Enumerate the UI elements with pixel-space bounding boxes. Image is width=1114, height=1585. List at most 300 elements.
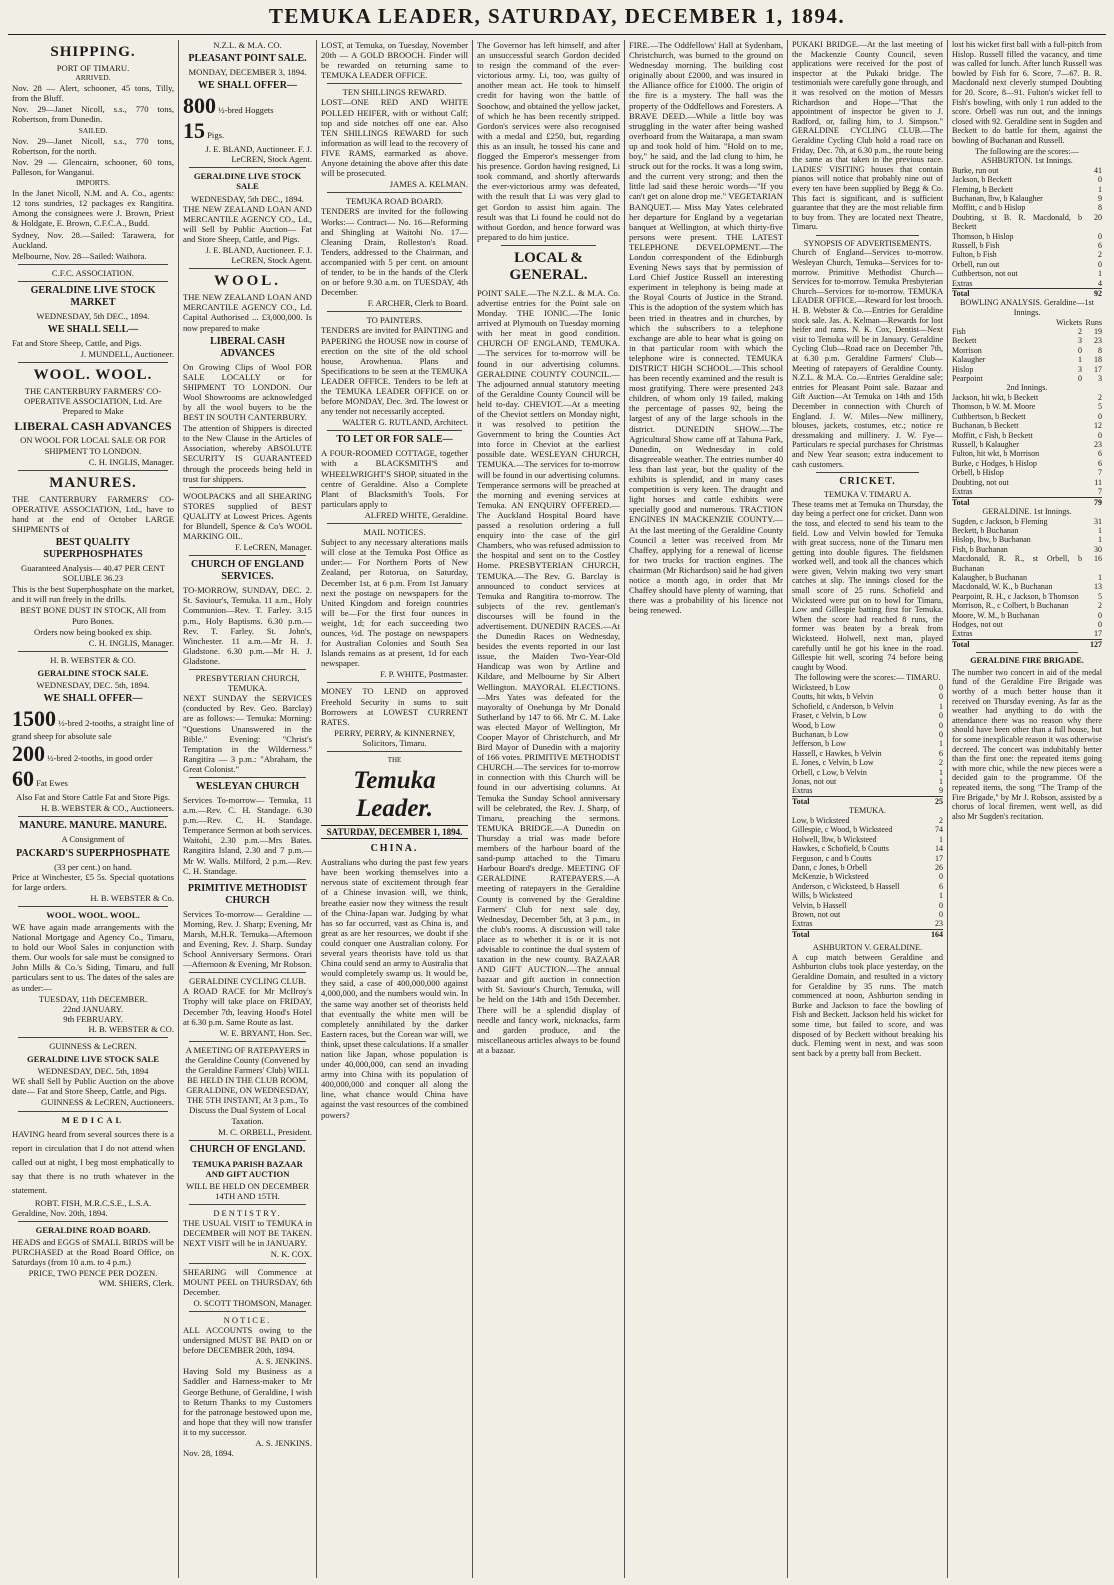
ratepayers-signature: M. C. ORBELL, President.: [218, 1126, 312, 1137]
table-row: [952, 535, 1102, 544]
score-name: Russell, b Fish: [952, 240, 1000, 250]
glss-heading: GERALDINE LIVE STOCK SALE: [193, 171, 302, 192]
score-name: Fulton, hit wkt, b Morrison: [952, 449, 1040, 459]
divider: [976, 652, 1078, 653]
score-value: 1: [1098, 535, 1102, 545]
cf-wool-body: THE CANTERBURY FARMERS' CO-OPERATIVE ASSOCIATION, Ltd. Are Prepared to Make: [24, 386, 162, 417]
gls2-signature: GUINNESS & LeCREN, Auctioneers.: [41, 1097, 174, 1108]
table-row: [792, 816, 943, 825]
score-value: 1: [1098, 269, 1102, 279]
divider: [327, 523, 462, 524]
score-name: Buchanan, b Low: [792, 730, 849, 740]
gss-also: Also Fat and Store Cattle Fat and Store Pigs.: [16, 792, 170, 803]
score-value: Runs: [1085, 317, 1102, 327]
table-row: [952, 554, 1102, 573]
score-value: 19: [1094, 327, 1102, 336]
table-row: [952, 346, 1102, 355]
score-value: 0: [1098, 619, 1102, 629]
pleasant-point-date: MONDAY, DECEMBER 3, 1894.: [188, 67, 307, 78]
sailing-2: Nov. 29 — Glencairn, schooner, 60 tons, Palleson, for Wanganui.: [12, 156, 174, 177]
issue-date: SATURDAY, DECEMBER 1, 1894.: [321, 825, 468, 839]
score-name: Pearpoint, R. H., c Jackson, b Thomson: [952, 591, 1079, 601]
score-value: 2: [939, 758, 943, 768]
local-general-continued-2: PUKAKI BRIDGE.—At the last meeting of the Mackenzie County Council, seven applications were received for the post of inspector at the Pukaki bridge. The testimonials were carefully gone through, and it was resolved on the motion of Messrs Richardson and Hope—"That the appointment of inspector be given to J. Radford, or, failing him, to J. Simpson." GERALDINE CYCLING CLUB.—The Geraldine Cycling Club hold a road race on Friday, Dec. 7th, at 6.30 p.m., the route being the same as that taken in the previous race. LADIES' VISITING houses that contain pianos will notice that probably nine out of every ten have been supplied by Begg & Co. This fact is significant, and is sufficient guarantee that they are the most reliable firm to buy from. They are located next Theatre, Timaru.: [792, 40, 943, 232]
table-row: [792, 891, 943, 900]
table-row: [952, 232, 1102, 241]
divider: [501, 245, 596, 246]
score-value: 1: [1098, 525, 1102, 535]
church-services-body: TO-MORROW, SUNDAY, DEC. 2. St. Saviour's, Temuka. 11 a.m., Holy Communion—Rev. T. Farley. 3.15 p.m., Holy Baptisms. 6.30 p.m.—Rev. T. Farley. St. John's, Winchester. 11 a.m.—Mr H. J. Gladstone. 6.30 p.m.—Mr H. J. Gladstone.: [183, 585, 312, 666]
packard-signature: H. B. WEBSTER & Co.: [90, 892, 174, 903]
ashburton-1st-scorecard: [952, 166, 1102, 299]
bone-dust-signature: C. H. INGLIS, Manager.: [88, 637, 174, 648]
table-row: [952, 213, 1102, 232]
china-continued: The Governor has left himself, and after an unsuccessful search Gordon decided to resign the command of the ever-victorious army. Li, too, was guilty of another mean act. He took to himself credit for having won the battle of Soochow, and obtained the yellow jacket, of which he has been recently stripped. Gordon's services were also recognised with a medal and £250, but, regarding this as an insult, he tossed his cane and flogged the Emperor's messenger from his presence. Gordon having resigned, Li took command, and shortly afterwards the ever-victorious army was defeated, with the result that Li was very glad to get Gordon to assist him again. The result was that Li found he could not do without Gordon, and hence forward was prepared to do him justice.: [477, 40, 620, 242]
score-name: Extras: [952, 487, 973, 497]
temuka-scorecard: [792, 816, 943, 939]
imports-3: Melbourne, Nov. 28—Sailed: Waihora.: [12, 250, 147, 261]
manures-body-3: This is the best Superphosphate on the market, and it will run freely in the drills.: [12, 584, 174, 605]
guinness-heading: GUINNESS & LeCREN.: [49, 1041, 137, 1051]
score-name: Orbell, run out: [952, 259, 1000, 269]
score-value: Wickets: [1056, 317, 1082, 327]
score-value: 26: [935, 862, 943, 872]
table-row: [792, 692, 943, 701]
score-name: Coutts, hit wkts, b Velvin: [792, 692, 874, 702]
score-value: 6: [1098, 449, 1102, 459]
score-name: Anderson, c Wicksteed, b Hassell: [792, 881, 900, 891]
score-value: 3: [1078, 336, 1082, 346]
gss-date: WEDNESDAY, DEC. 5th, 1894.: [36, 680, 150, 691]
divider: [18, 281, 168, 282]
table-row: [792, 721, 943, 730]
table-row: [952, 478, 1102, 487]
pp-lot-2-count: 15: [183, 118, 205, 144]
table-row: [952, 629, 1102, 639]
score-value: 9: [1098, 193, 1102, 203]
nzl-wool-body-2: On Growing Clips of Wool FOR SALE LOCALLY or for SHIPMENT TO LONDON. Our Wool Showrooms are acknowledged by all the wool buyers to be the BEST IN SOUTH CANTERBURY.: [183, 361, 312, 423]
nameplate-the: THE: [387, 756, 402, 764]
table-row: [952, 468, 1102, 477]
score-value: 1: [939, 739, 943, 749]
gl-market-body: Fat and Store Sheep, Cattle, and Pigs.: [12, 337, 142, 348]
glss-body: THE NEW ZEALAND LOAN AND MERCANTILE AGENCY CO., Ld., will Sell by Public Auction— Fat and Store Sheep, Cattle, and Pigs.: [183, 203, 312, 244]
divider: [189, 669, 306, 670]
table-row: [952, 279, 1102, 289]
pp-lot-1: [183, 94, 312, 118]
shearing-signature: O. SCOTT THOMSON, Manager.: [193, 1297, 312, 1308]
score-value: 13: [1094, 582, 1102, 592]
liberal-cash-heading-2: LIBERAL CASH ADVANCES: [210, 335, 285, 359]
table-row: [952, 449, 1102, 458]
table-row: [952, 582, 1102, 591]
table-row: [792, 786, 943, 796]
wool-sales-heading: WOOL. WOOL. WOOL.: [46, 909, 140, 920]
mail-notices-signature: F. P. WHITE, Postmaster.: [380, 669, 468, 680]
divider: [189, 1311, 306, 1312]
score-value: 0: [1098, 411, 1102, 421]
pleasant-point-offer: WE SHALL OFFER—: [198, 80, 297, 92]
table-row: [952, 355, 1102, 364]
column-1: [8, 40, 178, 1578]
local-general-continued: FIRE.—The Oddfellows' Hall at Sydenham, Christchurch, was burned to the ground on Wednesday morning. The building cost originally about £2000, and was insured in the Alliance office for £1000. The origin of the fire is a mystery. The hall was the property of the Oddfellows and Foresters. A BRAVE DEED.—While a little boy was struggling in the water after being washed overboard from the Waitarapa, a man swam up and took hold of him. "Hold on to me, boy," he said, and the lad clung to him, he struck out for the rocks. It was a long swim, and the current very strong; and then the little lad said these heroic words—"If you can't get on alone drop me." VEGETARIAN BANQUET.— Miss May Yates celebrated her departure for England by a vegetarian banquet at Wellington, at which thirty-five persons were present. THE LATEST TELEPHONE DEVELOPMENT.—The London correspondent of the Edinburgh Evening News says that by permission of Lord Chief Justice Russell an interesting experiment in telephony is being made at the Royal Courts of Justice in the Strand. This is the adoption of the system which has been tried in theatres and in churches, by which the subscribers to a telephone exchange are able to hear what is going on in that particular room with which the telephone wire is connected. TEMUKA DISTRICT HIGH SCHOOL.—This school has been recently examined and the result is most gratifying. There were presented 243 children, of whom only 19 failed, making the percentage of passes 92, being the largest of any of the large schools in the district. DUNEDIN SHOW.—The Agricultural Show came off at Tahuna Park, Dunedin, on Wednesday in cold disagreeable weather. The entries number 40 less than last year, but the quality of the exhibits is splendid, and in many cases competition is very keen. The draught and light horses and cattle exhibits were specially good and numerous. TRACTION ENGINES IN MACKENZIE COUNTY.—At the last meeting of the Geraldine County Council a letter was received from Mr Chaffey, applying for a renewal of license for two trucks for traction engines. The chairman (Mr Richardson) said he had given notice a month ago, in order that Mr Chaffey should have plenty of warning, that there was a probability of his licence not being renewed.: [629, 40, 783, 616]
china-heading: CHINA.: [370, 843, 419, 855]
timaru-scorecard: [792, 683, 943, 806]
table-row: [792, 919, 943, 929]
pp-lot-2: [183, 119, 312, 143]
score-name: Jonas, not out: [792, 777, 837, 787]
score-name: Kalaugher, b Buchanan: [952, 572, 1027, 582]
score-value: 8: [1098, 203, 1102, 213]
money-to-lend: MONEY TO LEND on approved Freehold Security in sums to suit Borrowers at LOWEST CURRENT RATES.: [321, 686, 468, 727]
column-5: [624, 40, 787, 1578]
score-value: 3: [1078, 364, 1082, 374]
score-name: Holwell, lbw, b Wicksteed: [792, 834, 877, 844]
table-row: [952, 175, 1102, 184]
dentistry-signature: N. K. COX.: [270, 1249, 312, 1260]
table-row: [792, 777, 943, 786]
gl-market-date: WEDNESDAY, 5th DEC., 1894.: [36, 310, 150, 321]
ratepayers-body: A MEETING OF RATEPAYERS in the Geraldine County (Convened by the Geraldine Farmers' Club) WILL BE HELD IN THE CLUB ROOM, GERALDINE, ON WEDNESDAY, THE 5TH INSTANT, At 3 p.m., To Discuss the Dual System of Local Taxation.: [185, 1044, 310, 1126]
gl-market-heading: GERALDINE LIVE STOCK MARKET: [30, 284, 156, 308]
pleasant-point-heading: PLEASANT POINT SALE.: [188, 53, 307, 65]
score-value: 6: [1098, 240, 1102, 250]
table-row: [952, 620, 1102, 629]
port-heading: PORT OF TIMARU.: [56, 63, 130, 73]
table-row: [792, 711, 943, 720]
primitive-heading: PRIMITIVE METHODIST CHURCH: [187, 882, 308, 906]
divider: [327, 192, 462, 193]
pp-lot-2-text: Pigs.: [207, 130, 225, 141]
column-2: [178, 40, 316, 1578]
score-name: Hawkes, c Schofield, b Coutts: [792, 844, 889, 854]
score-value: 6: [1098, 458, 1102, 468]
table-row: [792, 872, 943, 881]
score-name: Hislop: [952, 364, 974, 374]
score-value: 0: [939, 909, 943, 919]
score-value: 11: [1094, 477, 1102, 487]
score-name: Macdonald, R. R., st Orbell, b Buchanan: [952, 554, 1082, 573]
table-row: [952, 374, 1102, 383]
score-name: Buchanan, lbw, b Kalaugher: [952, 193, 1043, 203]
score-value: 1: [1098, 572, 1102, 582]
gss-lot-1: [12, 707, 174, 741]
score-value: 0: [939, 692, 943, 702]
table-row: [792, 683, 943, 692]
table-row: [952, 611, 1102, 620]
bowling-analysis-table: [952, 318, 1102, 384]
divider: [18, 362, 168, 363]
table-row: [952, 203, 1102, 212]
divider: [189, 972, 306, 973]
gss-signature: H. B. WEBSTER & CO., Auctioneers.: [40, 803, 174, 814]
divider: [189, 1263, 306, 1264]
grb-body: HEADS and EGGS of SMALL BIRDS will be PURCHASED at the Road Board Office, on Saturdays (from 10 a.m. to 4 p.m.): [12, 1236, 174, 1268]
score-value: 1: [939, 701, 943, 711]
presbyterian-heading: PRESBYTERIAN CHURCH, TEMUKA.: [195, 673, 300, 694]
score-name: Cuthbertson, b Beckett: [952, 411, 1026, 421]
table-row: [952, 440, 1102, 449]
score-value: 0: [939, 900, 943, 910]
to-let-heading: TO LET OR FOR SALE—: [336, 434, 453, 446]
divider: [327, 682, 462, 683]
table-row: [952, 185, 1102, 194]
wool-heading-2: WOOL.: [213, 273, 282, 290]
score-value: 17: [1094, 629, 1102, 639]
packard-sub: (33 per cent.) on hand.: [54, 861, 132, 872]
notice-heading: NOTICE.: [223, 1314, 272, 1325]
grb-signature: WM. SHIERS, Clerk.: [98, 1278, 174, 1289]
score-name: Jackson, hit wkt, b Beckett: [952, 393, 1039, 403]
score-value: 0: [939, 872, 943, 882]
score-value: 127: [1082, 639, 1102, 649]
divider: [327, 751, 462, 752]
score-value: 0: [939, 720, 943, 730]
best-quality-heading: BEST QUALITY SUPERPHOSPHATES: [43, 537, 143, 561]
table-total: [952, 289, 1102, 299]
score-value: 1: [1078, 355, 1082, 365]
table-row: [792, 854, 943, 863]
table-row: [952, 601, 1102, 610]
divider: [189, 167, 306, 168]
score-value: 0: [939, 730, 943, 740]
divider: [327, 311, 462, 312]
score-value: 1: [1098, 184, 1102, 194]
gss-lot-1-count: 1500: [12, 706, 56, 732]
score-name: Burke, c Hodges, b Hislop: [952, 458, 1037, 468]
bone-dust: BEST BONE DUST IN STOCK, All from Puro Bones.: [20, 605, 166, 626]
score-name: Total: [952, 639, 1082, 649]
score-name: Schofield, c Anderson, b Velvin: [792, 701, 894, 711]
score-value: 2: [1098, 393, 1102, 403]
score-name: Wicksteed, b Low: [792, 683, 851, 692]
score-value: 2: [1098, 601, 1102, 611]
imports-2: Sydney, Nov. 28.—Sailed: Tarawera, for Auckland.: [12, 229, 174, 250]
cfc-heading: C.F.C. ASSOCIATION.: [51, 267, 135, 278]
local-general-body: POINT SALE.—The N.Z.L. & M.A. Co. advertise entries for the Point sale on Monday. THE IONIC.—The Ionic arrived at Plymouth on Tuesday morning with her meat in good condition. CHURCH OF ENGLAND, TEMUKA.—The services for to-morrow will be found in our advertising columns. GERALDINE COUNTY COUNCIL.—The adjourned annual statutory meeting of the Geraldine County Council will be held to-day. CHEVIOT.—At a meeting of the Cheviot settlers on Monday night, it was resolved to petition the Government to bring the Counties Act into force in Cheviot at the earliest possible date. WESLEYAN CHURCH, TEMUKA.—The services for to-morrow will be found in our advertising columns. Temperance sermons will be preached at the morning and evening services at Temuka. AN ENQUIRY OFFERED.—The Auckland Hospital Board have passed a resolution ordering a full enquiry into the case of the girl Chambers, who was refused admission to the hospital and sent on to the Costley Home. PRESBYTERIAN CHURCH, TEMUKA.—The Rev. G. Barclay is announced to conduct services at Temuka and Rangitira to-morrow. The subjects of the rev. gentleman's discourses will be found in the advertisement. DUNEDIN RACES.—At the Dunedin Races on Wednesday, besides the events reported in our last issue, the Maiden Two-Year-Old Handicap was won by Artline and Kildare, and Melbourne by Sir Albert Wellington. MAYORAL ELECTIONS.—Mrs Yates was defeated for the mayoralty of Onehunga by Mr Donald Sutherland by 147 to 66. Mr C. M. Lake was elected Mayor of Wellington, Mr Cooper Mayor of Christchurch, and Mr Bird Mayor of Dunedin with a majority of 166 votes. PRIMITIVE METHODIST CHURCH.—The services for to-morrow in connection with this Church will be found in our advertising columns. At Temuka the Sunday School anniversary will be celebrated, the Rev. J. Sharp, of Timaru, preaching the sermons. TEMUKA BRIDGE.—A Dunedin on Thursday a trial was made before members of the harbour board of the sand-pump attached to the Timaru Harbour Board's dredge. MEETING OF GERALDINE RATEPAYERS.—A meeting of ratepayers in the Geraldine County is convened by the Geraldine Farmers' Club for next sale day, Wednesday, December 5th, at 3 p.m., in the club's rooms. A discussion will take place as to whether it is or it is not advisable to continue the dual system of taxation in the new county. BAZAAR AND GIFT AUCTION.—The annual bazaar and gift auction in connection with St. Saviour's Church, Temuka, will be held on the 14th and 15th December. There will be a splendid display of needle and fancy work, nicknacks, farm and garden produce, and the miscellaneous articles always to be found at a bazaar.: [477, 287, 620, 1055]
hbw-heading: H. B. WEBSTER & CO.: [50, 654, 136, 665]
synopsis-body: Church of England—Services to-morrow. Wesleyan Church, Temuka—Services for to-morrow. Primitive Methodist Church—Services for to-morrow. Temuka Presbyterian Church—Services for to-morrow. TEMUKA LEADER OFFICE.—Reward for lost brooch. H. B. Webster & Co.—Entries for Geraldine stock sale. Jas. A. Kelman—Rewards for lost heifer and rams. N. K. Cox, Dentist—Next visit to Temuka will be in January. Geraldine Cycling Club—Road race on December 7th, at 6.30 p.m. Geraldine Farmers' Club—Meeting of ratepayers of Geraldine County. N.Z.L. & M.A. Co.—Entries Geraldine sale; entries for Pleasant Point sale. Bazaar and Gift Auction—At Temuka on 14th and 15th December in connection with Church of England. J. W. Miles—New millinery, blouses, jackets, costumes, etc.; notice re dressmaking and millinery. J. W. Fye—Particulars re special purchases for Christmas and New Year season; extra inducement to cash customers.: [792, 248, 943, 469]
cycling-club-signature: W. E. BRYANT, Hon. Sec.: [219, 1027, 312, 1038]
shearing-body: SHEARING will Commence at MOUNT PEEL on THURSDAY, 6th December.: [183, 1266, 312, 1297]
match-2-continued: lost his wicket first ball with a full-pitch from Hislop. Russell filled the vacancy, and time was called for lunch. After lunch Russell was bowled by Fish for 6. Score, 7—67. B. R. Macdonald next cleverly stumped Doubting for 20. Score, 8—91. Fulton's wicket fell to Fish's bowling, with only 1 run added to the score. Orbell was run out, and the innings closed with 92. Geraldine sent in Sugden and Beckett to do battle for them, against the bowling of Buchanan and Russell.: [952, 40, 1102, 145]
road-board-signature: F. ARCHER, Clerk to Board.: [367, 298, 468, 309]
to-let-signature: ALFRED WHITE, Geraldine.: [364, 509, 468, 520]
manures-heading: MANURES.: [49, 474, 137, 491]
divider: [327, 83, 462, 84]
score-name: Fraser, c Velvin, b Low: [792, 711, 867, 721]
manures-body: THE CANTERBURY FARMERS' CO-OPERATIVE ASSOCIATION, Ltd., have to hand at the end of October LARGE SHIPMENTS of: [12, 493, 174, 534]
score-value: 0: [1098, 175, 1102, 185]
lost-brooch: LOST, at Temuka, on Tuesday, November 20th — A GOLD BROOCH. Finder will be rewarded on returning same to TEMUKA LEADER OFFICE.: [321, 40, 468, 81]
score-name: Wills, b Wicksteed: [792, 891, 853, 901]
manures-analysis: Guaranteed Analysis— 40.47 PER CENT SOLUBLE 36.23: [21, 563, 165, 584]
table-row: [952, 336, 1102, 345]
score-value: 4: [1098, 278, 1102, 288]
score-name: Pearpoint: [952, 374, 983, 384]
score-name: Brown, not out: [792, 909, 841, 919]
score-value: 164: [923, 929, 943, 939]
table-row: [792, 702, 943, 711]
local-general-heading: LOCAL & GENERAL.: [509, 249, 588, 283]
table-row: [952, 573, 1102, 582]
score-name: Beckett, b Buchanan: [952, 525, 1019, 535]
score-value: 25: [923, 796, 943, 806]
cycling-club-body: A ROAD RACE for Mr McIlroy's Trophy will take place on FRIDAY, December 7th, leaving Hood's Hotel at 6.30 p.m. Same Route as last.: [183, 986, 312, 1027]
table-row: [792, 882, 943, 891]
table-row: [952, 526, 1102, 535]
column-7: [947, 40, 1106, 1578]
divider: [189, 487, 306, 488]
divider: [18, 264, 168, 265]
table-row: [952, 412, 1102, 421]
score-value: 1: [939, 777, 943, 787]
ashburton-2nd-label: 2nd Innings.: [1006, 383, 1048, 393]
imports-1: In the Janet Nicoll, N.M. and A. Co., agents: 12 tons sundries, 12 packages ex Rangitira. Among the consignees were J. Brown, Priest & Holdgate, E. Brown, C.F.C.A., Budd.: [12, 188, 174, 229]
score-name: Burke, run out: [952, 165, 999, 175]
wool-sales-date-1: TUESDAY, 11th DECEMBER.: [38, 993, 148, 1004]
medical-body: HAVING heard from several sources there is a report in circulation that I do not attend when called out at night, I beg most emphatically to say that there is no truth whatever in the statement.: [12, 1128, 174, 1195]
score-name: Ferguson, c and b Coutts: [792, 853, 872, 863]
dentistry-heading: DENTISTRY.: [213, 1208, 282, 1219]
bazaar-heading: TEMUKA PARISH BAZAAR AND GIFT AUCTION: [192, 1158, 303, 1179]
packard-heading: PACKARD'S SUPERPHOSPHATE: [16, 847, 170, 859]
table-row: [952, 393, 1102, 402]
timaru-scores-label: The following were the scores:— TIMARU.: [794, 673, 941, 683]
score-name: Low, b Wicksteed: [792, 815, 850, 825]
divider: [189, 268, 306, 269]
divider: [189, 1140, 306, 1141]
score-name: Orbell, b Hislop: [952, 468, 1004, 478]
score-value: 6: [939, 881, 943, 891]
match-2-body: A cup match between Geraldine and Ashburton clubs took place yesterday, on the Geraldine Domain, and resulted in a victory for Geraldine by 35 runs. The match commenced at noon, Ashburton sending in Burke and Jackson to face the bowling of Fish and Beckett. Jackson held his wicket for some time, but failed to score, and was disposed of by Beckett without breaking his duck. Fleming went in next, and was soon sent back by a pretty ball from Beckett.: [792, 952, 943, 1058]
painters-signature: WALTER G. RUTLAND, Architect.: [342, 417, 468, 428]
score-value: 41: [1094, 165, 1102, 175]
score-name: Thomson, b W. M. Moore: [952, 402, 1036, 412]
score-value: 6: [939, 748, 943, 758]
table-row: [952, 459, 1102, 468]
score-name: Total: [952, 289, 1082, 299]
score-value: 5: [1098, 402, 1102, 412]
score-name: Fulton, b Fish: [952, 250, 997, 260]
score-value: 16: [1094, 554, 1102, 564]
masthead-rule: [8, 34, 1106, 35]
score-value: 31: [1094, 516, 1102, 526]
score-name: Sugden, c Jackson, b Fleming: [952, 516, 1048, 526]
church-services-heading: CHURCH OF ENGLAND SERVICES.: [191, 559, 304, 583]
score-value: 23: [1094, 336, 1102, 346]
glss-date: WEDNESDAY, 5th DEC., 1894.: [191, 193, 304, 204]
score-value: 1: [939, 767, 943, 777]
divider: [18, 816, 168, 817]
score-value: 79: [1082, 497, 1102, 507]
packard-price: Price at Winchester, £5 5s. Special quotations for large orders.: [12, 871, 174, 892]
score-value: 2: [1098, 250, 1102, 260]
medical-signature: ROBT. FISH, M.R.C.S.E., L.S.A.: [34, 1197, 152, 1208]
score-name: Beckett: [952, 336, 977, 346]
mail-notices-heading: MAIL NOTICES.: [363, 527, 426, 538]
nzl-wool-body-3: The attention of Shippers is directed to the New Clause in the Articles of Association, whereby ABSOLUTE SECURITY IS GUARANTEED through the proceeds being held in trust for shippers.: [183, 423, 312, 484]
notice-signature-2: A. S. JENKINS.: [255, 1438, 312, 1449]
imports-label: IMPORTS.: [76, 178, 110, 188]
score-name: Fish, b Buchanan: [952, 544, 1008, 554]
score-value: 9: [939, 786, 943, 796]
score-name: Russell, b Kalaugher: [952, 440, 1019, 450]
table-header: [952, 318, 1102, 327]
match-1-body: These teams met at Temuka on Thursday, the day being a perfect one for cricket. Dann won the toss, and elected to send his team to the field. Low and Velvin bowled for Temuka with great success, none of the Timaru men getting into double figures. The fieldsmen worked well, and took all the chances which were given, Velvin making two very smart catches at slip. The innings closed for the small score of 25 runs. Schofield and Wicksteed were put on to bowl for Timaru, Low and Gillespie batting first for Temuka. When the score had reached 8 runs, the former was beaten by a break from Wicksteed. Holwell, next man, played carefully until he got his knee in the road. Gillespie hit well, scoring 74 before being caught by Wood.: [792, 499, 943, 672]
score-name: Hassell, c Hawkes, b Velvin: [792, 748, 882, 758]
wesleyan-body: Services To-morrow— Temuka, 11 a.m.—Rev. C. H. Standage. 6.30 p.m.—Rev. C. H. Standage. Temperance Sermon at both services. Waitohi, 2.30 p.m.—Mrs Bates. Rangitira Island, 2.30 and 7 p.m.—Mr W. Walls. Milford, 2 p.m.—Rev. C. H. Standage.: [183, 794, 312, 876]
table-row: [952, 241, 1102, 250]
divider: [327, 430, 462, 431]
score-value: 92: [1082, 289, 1102, 299]
table-row: [792, 758, 943, 767]
table-row: [952, 545, 1102, 554]
score-name: Velvin, b Hassell: [792, 900, 847, 910]
divider: [816, 235, 919, 236]
painters-body: TENDERS are invited for PAINTING and PAPERING the HOUSE now in course of erection on the site of the old school house, Arowhenua. Plans and Specifications to be seen at the TEMUKA LEADER OFFICE. Tenders to be left at the TEMUKA LEADER OFFICE on or before MONDAY, Dec. 3rd. The lowest or any tender not necessarily accepted.: [321, 325, 468, 417]
divider: [189, 777, 306, 778]
score-value: 17: [1094, 364, 1102, 374]
wool-sales-date-2: 22nd JANUARY.: [62, 1003, 123, 1014]
score-value: 2: [1078, 327, 1082, 336]
sailing-1: Nov. 29—Janet Nicoll, s.s., 770 tons, Robertson, for the north.: [12, 135, 174, 156]
notice-body: ALL ACCOUNTS owing to the undersigned MUST BE PAID on or before DECEMBER 20th, 1894.: [183, 1325, 312, 1356]
score-value: 3: [1098, 374, 1102, 384]
wool-sales-date-3: 9th FEBRUARY.: [63, 1013, 123, 1024]
score-name: Extras: [952, 278, 973, 288]
score-name: E. Jones, c Velvin, b Low: [792, 758, 874, 768]
score-value: 0: [1098, 231, 1102, 241]
score-value: 0: [939, 683, 943, 692]
woolpacks-signature: F. LeCREN, Manager.: [235, 542, 312, 553]
cycling-club-heading: GERALDINE CYCLING CLUB.: [189, 976, 306, 987]
pleasant-point-signature: J. E. BLAND, Auctioneer. F. J. LeCREN, Stock Agent.: [205, 144, 312, 165]
gss-heading: GERALDINE STOCK SALE.: [37, 667, 149, 678]
table-row: [952, 327, 1102, 336]
table-row: [792, 863, 943, 872]
nzl-wool-body: THE NEW ZEALAND LOAN AND MERCANTILE AGENCY CO., Ld. Capital Authorised ... £3,000,000. Is now prepared to make: [183, 292, 312, 333]
score-value: 18: [1094, 355, 1102, 365]
ashburton-2nd-scorecard: [952, 393, 1102, 507]
table-total: [792, 796, 943, 806]
score-value: 0: [1078, 374, 1082, 384]
table-row: [792, 835, 943, 844]
table-row: [792, 844, 943, 853]
table-row: [792, 901, 943, 910]
score-name: Jefferson, b Low: [792, 739, 846, 749]
wool-heading: WOOL. WOOL.: [33, 367, 153, 384]
notice-signature: A. S. JENKINS.: [255, 1356, 312, 1367]
gl-market-sell: WE SHALL SELL—: [47, 323, 139, 335]
column-4: [472, 40, 624, 1578]
wool-sales-body: WE have again made arrangements with the National Mortgage and Agency Co., Timaru, to hold our Wool Sales in conjunction with them. Our wools for sale must be consigned to John Mills & Co.'s Siding, Timaru, and full particulars sent to us. The dates of the sales are as under:—: [12, 921, 174, 993]
score-name: Thomson, b Hislop: [952, 231, 1014, 241]
gls2-date: WEDNESDAY, DEC. 5th, 1894: [37, 1066, 149, 1077]
score-name: Total: [952, 497, 1082, 507]
score-name: Total: [792, 796, 923, 806]
score-name: Macdonald, W. K., b Buchanan: [952, 582, 1053, 592]
woolpacks-body: WOOLPACKS and all SHEARING STORES supplied of BEST QUALITY at Lowest Prices. Agents for Blundell, Spence & Co's WOOL MARKING OIL.: [183, 490, 312, 542]
score-value: 20: [1094, 212, 1102, 222]
geraldine-scores-label: GERALDINE. 1st Innings.: [982, 506, 1072, 516]
synopsis-heading: SYNOPSIS OF ADVERTISEMENTS.: [803, 238, 932, 248]
divider: [18, 1111, 168, 1112]
table-row: [952, 260, 1102, 269]
table-row: [952, 421, 1102, 430]
score-name: Orbell, c Low, b Velvin: [792, 767, 867, 777]
sailed-label: SAILED.: [78, 125, 108, 135]
